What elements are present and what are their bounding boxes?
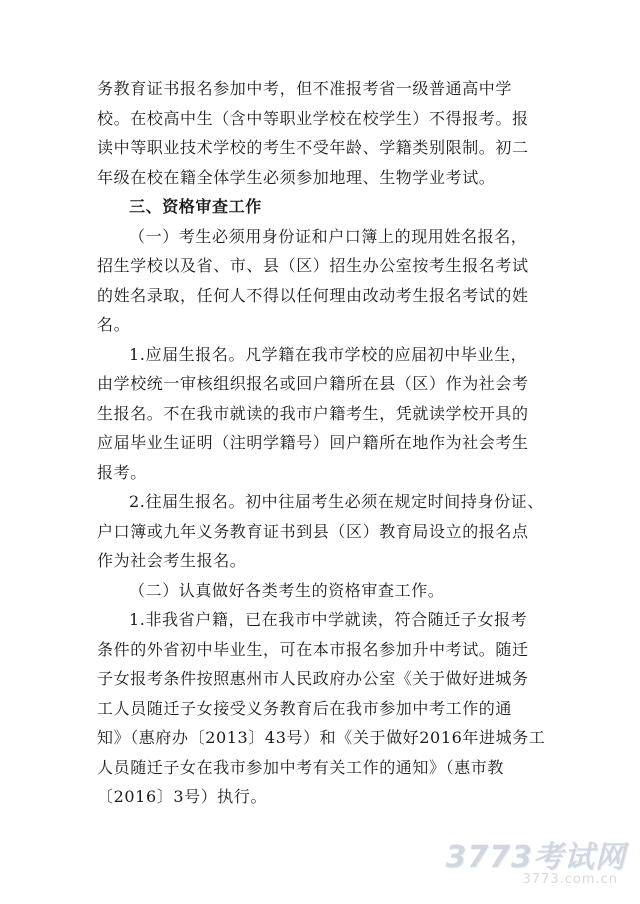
document-body <box>97 74 549 812</box>
body-text-line: 户口簿或九年义务教育证书到县（区）教育局设立的报名点 <box>97 521 529 541</box>
body-text-line: 招生学校以及省、市、县（区）招生办公室按考生报名考试 <box>97 256 529 275</box>
body-text-line: 工人员随迁子女接受义务教育后在我市参加中考工作的通 <box>97 698 513 718</box>
body-text-line: 〔2016〕3号）执行。 <box>97 787 268 806</box>
body-text-line: 的姓名录取，任何人不得以任何理由改动考生报名考试的姓 <box>97 285 529 305</box>
body-text-line: 报考。 <box>97 462 147 482</box>
watermark-brand: 3773考试网 <box>445 840 626 875</box>
section-heading: 三、资格审查工作 <box>129 197 262 216</box>
body-text-line: 应届毕业生证明（注明学籍号）回户籍所在地作为社会考生 <box>97 433 529 452</box>
body-text-line: 知》（惠府办〔2013〕43号）和《关于做好2016年进城务工 <box>97 728 546 747</box>
body-text-line: 校。在校高中生（含中等职业学校在校学生）不得报考。报 <box>97 108 529 128</box>
body-text-line: 作为社会考生报名。 <box>97 551 247 570</box>
body-text-line: 年级在校在籍全体学生必须参加地理、生物学业考试。 <box>97 167 496 187</box>
body-text-line: 子女报考条件按照惠州市人民政府办公室《关于做好进城务 <box>97 669 529 688</box>
watermark-logo <box>445 832 626 894</box>
body-text-line: 读中等职业技术学校的考生不受年龄、学籍类别限制。初二 <box>97 138 529 157</box>
body-text-line: 1.非我省户籍，已在我市中学就读，符合随迁子女报考 <box>129 610 528 629</box>
body-text-line: 人员随迁子女在我市参加中考有关工作的通知》（惠市教 <box>97 757 505 777</box>
body-text-line: 生报名。不在我市就读的我市户籍考生，凭就读学校开具的 <box>97 403 529 423</box>
body-text-line: 2.往届生报名。初中往届考生必须在规定时间持身份证、 <box>129 492 544 511</box>
body-text-line: 由学校统一审核组织报名或回户籍所在县（区）作为社会考 <box>97 374 529 393</box>
body-text-line: （二）认真做好各类考生的资格审查工作。 <box>129 580 445 600</box>
body-text-line: 1.应届生报名。凡学籍在我市学校的应届初中毕业生， <box>129 344 528 364</box>
body-text-line: 名。 <box>97 315 131 334</box>
body-text-line: 务教育证书报名参加中考，但不准报考省一级普通高中学 <box>97 79 513 98</box>
watermark-url: 3773.com.cn <box>522 872 618 887</box>
body-text-line: （一）考生必须用身份证和户口簿上的现用姓名报名， <box>129 226 528 246</box>
body-text-line: 条件的外省初中毕业生，可在本市报名参加升中考试。随迁 <box>97 639 529 659</box>
